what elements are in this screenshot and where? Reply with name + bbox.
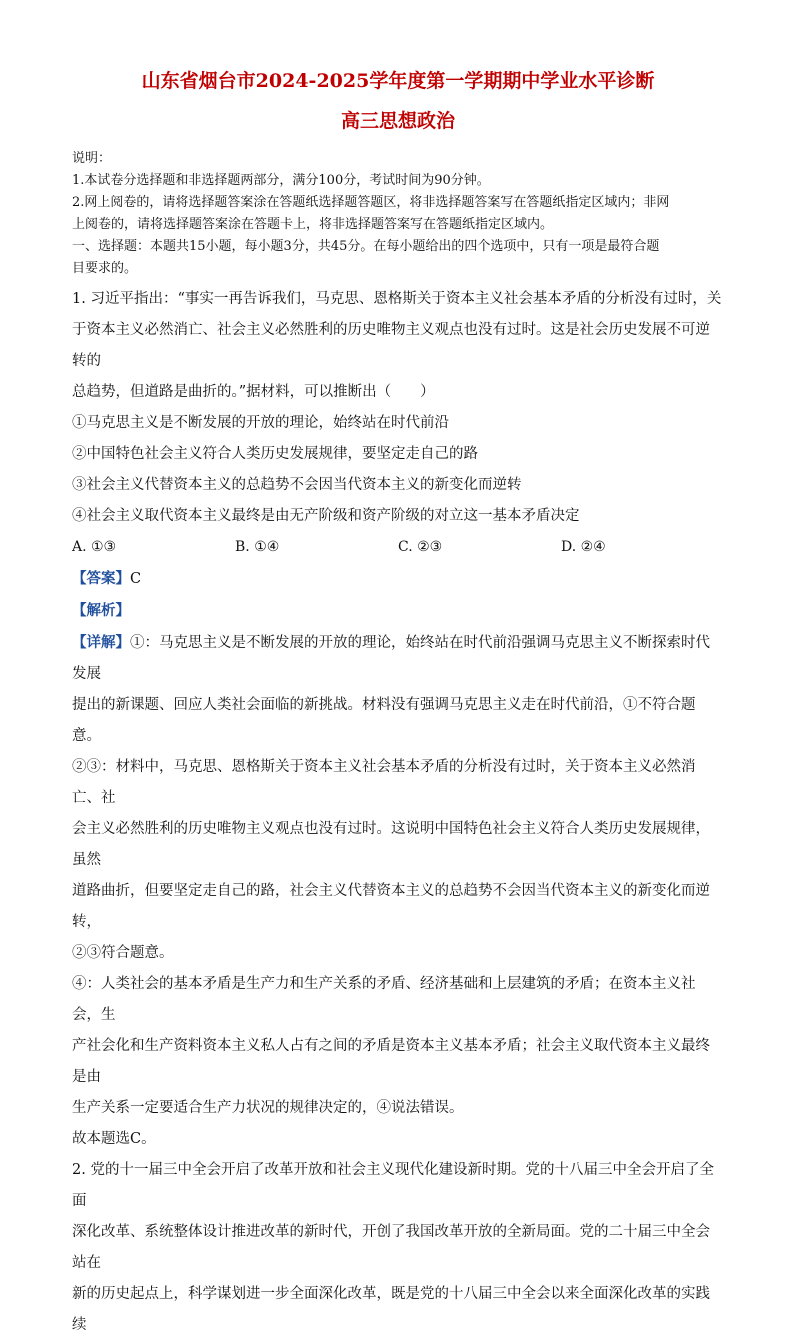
instruction-item-2-line-2: 上阅卷的，请将选择题答案涂在答题卡上，将非选择题答案写在答题纸指定区域内。	[72, 217, 554, 232]
q1-statement-3: ③社会主义代替资本主义的总趋势不会因当代资本主义的新变化而逆转	[72, 477, 522, 493]
question-1	[72, 284, 724, 1155]
instruction-item-1: 1.本试卷分选择题和非选择题两部分，满分100分，考试时间为90分钟。	[72, 173, 490, 188]
q1-statement-1: ①马克思主义是不断发展的开放的理论，始终站在时代前沿	[72, 415, 449, 431]
q1-stem-line-1: 1. 习近平指出：“事实一再告诉我们，马克思、恩格斯关于资本主义社会基本矛盾的分析没有过时，关	[72, 291, 722, 307]
q1-stem-line-2: 于资本主义必然消亡、社会主义必然胜利的历史唯物主义观点也没有过时。这是社会历史发展不可逆转的	[72, 322, 710, 369]
analysis-label: 【解析】	[72, 602, 130, 619]
instructions	[72, 148, 724, 280]
answer-value: C	[130, 571, 142, 587]
exam-subtitle: 高三思想政治	[340, 110, 455, 132]
instruction-item-2-line-1: 2.网上阅卷的，请将选择题答案涂在答题纸选择题答题区，将非选择题答案写在答题纸指定区域内；非网	[72, 195, 670, 210]
q1-detail-line-7: ④：人类社会的基本矛盾是生产力和生产关系的矛盾、经济基础和上层建筑的矛盾；在资本主义社会，生	[72, 976, 696, 1023]
q1-option-b: B. ①④	[235, 539, 280, 555]
q2-line-2: 深化改革、系统整体设计推进改革的新时代，开创了我国改革开放的全新局面。党的二十届三中全会站在	[72, 1224, 710, 1271]
q1-options	[72, 532, 724, 563]
detail-label: 【详解】	[72, 634, 130, 651]
q2-line-3: 新的历史起点上，科学谋划进一步全面深化改革，既是党的十八届三中全会以来全面深化改革的实践续	[72, 1286, 710, 1333]
q1-conclusion: 故本题选C。	[72, 1131, 156, 1147]
q1-detail-line-8: 产社会化和生产资料资本主义私人占有之间的矛盾是资本主义基本矛盾；社会主义取代资本主义最终是由	[72, 1038, 710, 1085]
q1-detail-line-1	[72, 627, 724, 690]
question-2	[72, 1155, 724, 1341]
q1-statement-2: ②中国特色社会主义符合人类历史发展规律，要坚定走自己的路	[72, 446, 478, 462]
q1-detail-line-4: 会主义必然胜利的历史唯物主义观点也没有过时。这说明中国特色社会主义符合人类历史发展规律，虽然	[72, 821, 710, 868]
instructions-heading: 说明：	[72, 151, 112, 166]
q1-stem-line-3: 总趋势，但道路是曲折的。”据材料，可以推断出（ ）	[72, 384, 435, 400]
q1-statement-4: ④社会主义取代资本主义最终是由无产阶级和资产阶级的对立这一基本矛盾决定	[72, 508, 580, 524]
detail-text-1: ①：马克思主义是不断发展的开放的理论，始终站在时代前沿强调马克思主义不断探索时代发展	[72, 635, 710, 682]
q1-detail-line-2: 提出的新课题、回应人类社会面临的新挑战。材料没有强调马克思主义走在时代前沿，①不符合题意。	[72, 697, 696, 744]
q1-option-a: A. ①③	[72, 539, 117, 555]
section-heading-line-1: 一、选择题：本题共15小题，每小题3分，共45分。在每小题给出的四个选项中，只有一项是最符合题	[72, 239, 660, 254]
q1-detail-line-6: ②③符合题意。	[72, 945, 174, 961]
q1-option-c: C. ②③	[398, 539, 443, 555]
q1-detail-line-5: 道路曲折，但要坚定走自己的路，社会主义代替资本主义的总趋势不会因当代资本主义的新变化而逆转，	[72, 883, 710, 930]
q1-detail-line-3: ②③：材料中，马克思、恩格斯关于资本主义社会基本矛盾的分析没有过时，关于资本主义必然消亡、社	[72, 759, 696, 806]
q1-answer	[72, 563, 724, 595]
q1-option-d: D. ②④	[561, 539, 606, 555]
q1-detail-line-9: 生产关系一定要适合生产力状况的规律决定的，④说法错误。	[72, 1100, 464, 1116]
exam-title: 山东省烟台市2024-2025学年度第一学期期中学业水平诊断	[141, 70, 655, 92]
document-page	[72, 66, 724, 1341]
q1-analysis	[72, 595, 724, 627]
section-heading-line-2: 目要求的。	[72, 261, 138, 276]
q2-line-1: 2. 党的十一届三中全会开启了改革开放和社会主义现代化建设新时期。党的十八届三中全会开启了全面	[72, 1162, 714, 1209]
answer-label: 【答案】	[72, 570, 130, 587]
